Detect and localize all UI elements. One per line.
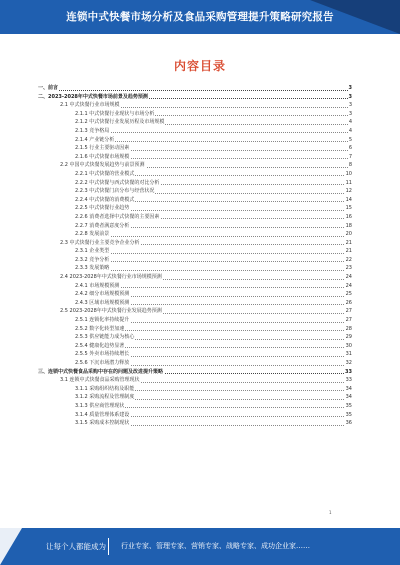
toc-entry[interactable] <box>38 307 352 316</box>
toc-entry[interactable] <box>38 136 352 145</box>
toc-entry[interactable] <box>38 290 352 299</box>
toc-entry[interactable] <box>38 393 352 402</box>
toc-entry-title: 3.1.1 采购组织结构及职能 <box>75 385 135 392</box>
toc-entry-title: 2.1.3 竞争格局 <box>75 127 110 134</box>
page-number: 1 <box>329 510 332 515</box>
toc-entry-title: 2.2.3 中式快餐门店分布与经营状况 <box>75 188 155 195</box>
toc-entry-title: 2.4.2 细分市场规模预测 <box>75 291 130 298</box>
toc-entry[interactable] <box>38 170 352 179</box>
toc-entry[interactable] <box>38 161 352 170</box>
toc-entry[interactable] <box>38 179 352 188</box>
toc-entry[interactable] <box>38 368 352 377</box>
toc-entry[interactable] <box>38 230 352 239</box>
toc-entry-page: 28 <box>345 325 352 332</box>
toc-entry-title: 2.1.2 中式快餐行业发展历程及市场规模 <box>75 119 165 126</box>
toc-entry-page: 20 <box>345 231 352 238</box>
toc-entry[interactable] <box>38 153 352 162</box>
toc-entry-title: 2.5.6 下沉市场潜力释放 <box>75 360 130 366</box>
toc-entry-title: 2.2 中国中式快餐发展趋势与前景预测 <box>60 162 145 169</box>
toc-entry-title: 2.5.4 健康化趋势显著 <box>75 342 125 349</box>
toc-entry[interactable] <box>38 118 352 127</box>
toc-entry-title: 2.2.1 中式快餐的营业模式 <box>75 170 135 177</box>
toc-entry[interactable] <box>38 359 352 368</box>
toc-entry-page: 27 <box>345 317 352 324</box>
toc-entry-page: 34 <box>345 394 352 401</box>
toc-entry-page: 14 <box>345 196 352 203</box>
toc-entry-title: 3.1.3 供应商管理现状 <box>75 402 125 409</box>
toc-entry[interactable] <box>38 282 352 291</box>
toc-leader-dots <box>75 261 352 262</box>
toc-entry[interactable] <box>38 187 352 196</box>
toc-entry-page: 16 <box>345 213 352 220</box>
toc-entry-title: 2.4.3 区域市场规模预测 <box>75 299 130 306</box>
toc-entry[interactable] <box>38 256 352 265</box>
toc-entry[interactable] <box>38 342 352 351</box>
toc-entry-title: 2.3.1 企业类型 <box>75 248 110 255</box>
footer-tagline: 行业专家、管理专家、营销专家、战略专家、成功企业家…… <box>121 542 310 550</box>
toc-entry-title: 2.2.4 中式快餐的消费模式 <box>75 196 135 203</box>
toc-entry-title: 2.1.1 中式快餐行业现状与市场分析 <box>75 110 155 117</box>
toc-entry[interactable] <box>38 376 352 385</box>
toc-leader-dots <box>75 253 352 254</box>
toc-entry-title: 2.3.2 竞争分析 <box>75 256 110 263</box>
toc-entry-title: 二、2023-2028年中式快餐市场前景及趋势预测 <box>38 93 148 100</box>
toc-entry[interactable] <box>38 273 352 282</box>
toc-entry[interactable] <box>38 110 352 119</box>
toc-entry-title: 2.5.2 数字化转型加速 <box>75 325 125 332</box>
toc-entry-title: 一、前言 <box>38 85 59 91</box>
toc-entry-page: 23 <box>345 265 352 272</box>
toc-entry-page: 10 <box>345 170 352 177</box>
toc-entry-page: 5 <box>348 136 352 143</box>
toc-entry-title: 3.1 连锁中式快餐食品采购管理现状 <box>60 377 140 384</box>
toc-leader-dots <box>75 236 352 237</box>
toc-entry[interactable] <box>38 333 352 342</box>
toc-entry-page: 30 <box>345 342 352 349</box>
toc-entry[interactable] <box>38 239 352 248</box>
toc-entry-title: 2.2.8 发展前景 <box>75 231 110 238</box>
toc-entry-title: 2.1.6 中式快餐市场规模 <box>75 153 130 160</box>
toc-entry[interactable] <box>38 385 352 394</box>
toc-entry-page: 32 <box>345 360 352 366</box>
toc-entry-title: 2.1 中式快餐行业市场规模 <box>60 102 120 109</box>
toc-entry-page: 18 <box>345 222 352 229</box>
footer-divider <box>108 538 109 555</box>
toc-entry-page: 21 <box>345 239 352 246</box>
toc-entry-title: 2.5.5 外卖市场持续增长 <box>75 351 130 358</box>
toc-entry-title: 2.2.2 中式快餐与西式快餐的对比分析 <box>75 179 160 186</box>
toc-entry[interactable] <box>38 247 352 256</box>
toc-entry-title: 2.3.3 发展策略 <box>75 265 110 272</box>
toc-entry-page: 24 <box>345 274 352 281</box>
toc-entry-page: 27 <box>345 308 352 315</box>
toc-entry-title: 3.1.5 采购成本控制现状 <box>75 420 130 427</box>
toc-entry-page: 8 <box>348 162 352 169</box>
toc-entry[interactable] <box>38 204 352 213</box>
toc-entry[interactable] <box>38 316 352 325</box>
toc-entry-page: 33 <box>345 368 352 375</box>
toc-entry-title: 2.2.6 消费者选择中式快餐的主要因素 <box>75 213 160 220</box>
toc-entry-page: 22 <box>345 256 352 263</box>
toc-entry-page: 24 <box>345 282 352 289</box>
toc-entry-title: 3.1.2 采购流程及管理制度 <box>75 394 135 401</box>
toc-entry[interactable] <box>38 196 352 205</box>
toc-entry-title: 2.2.5 中式快餐行业趋势 <box>75 205 130 212</box>
toc-entry-page: 7 <box>348 153 352 160</box>
toc-entry-page: 31 <box>345 351 352 358</box>
toc-leader-dots <box>75 270 352 271</box>
toc-entry-title: 2.5.1 连锁化率持续提升 <box>75 317 130 324</box>
toc-title: 内容目录 <box>173 59 226 73</box>
toc-entry-page: 12 <box>345 188 352 195</box>
toc-entry-page: 4 <box>348 127 352 134</box>
toc-entry-title: 2.1.5 行业主要驱动因素 <box>75 145 130 152</box>
toc-entry-page: 3 <box>348 85 352 91</box>
toc-entry-title: 2.4 2023-2028年中式快餐行业市场规模预测 <box>60 274 162 281</box>
toc-entry[interactable] <box>38 101 352 110</box>
toc-entry-page: 3 <box>348 93 352 100</box>
toc-entry-page: 6 <box>348 145 352 152</box>
toc-entry-title: 2.3 中式快餐行业主要竞争企业分析 <box>60 239 140 246</box>
toc-entry-page: 36 <box>345 420 352 427</box>
footer-slogan: 让每个人都能成为 <box>46 542 106 551</box>
toc-entry-title: 2.4.1 市场规模预测 <box>75 282 120 289</box>
toc-entry-page: 15 <box>345 205 352 212</box>
toc-entry[interactable] <box>38 402 352 411</box>
toc-entry[interactable] <box>38 144 352 153</box>
toc-entry-title: 2.5 2023-2028年中式快餐行业发展趋势预测 <box>60 308 162 315</box>
toc-entry-page: 3 <box>348 110 352 117</box>
toc-entry-page: 34 <box>345 385 352 392</box>
toc-leader-dots <box>75 141 352 142</box>
toc-entry-page: 3 <box>348 102 352 109</box>
toc-entry-page: 29 <box>345 334 352 341</box>
table-of-contents <box>38 84 352 428</box>
report-title: 连锁中式快餐市场分析及食品采购管理提升策略研究报告 <box>66 11 334 23</box>
toc-entry-page: 4 <box>348 119 352 126</box>
toc-entry-title: 2.5.3 供应链能力成为核心 <box>75 334 135 341</box>
footer-accent-shape <box>0 528 22 565</box>
toc-entry[interactable] <box>38 264 352 273</box>
toc-entry[interactable] <box>38 419 352 428</box>
toc-entry-page: 35 <box>345 402 352 409</box>
toc-entry-page: 25 <box>345 291 352 298</box>
toc-entry-page: 21 <box>345 248 352 255</box>
toc-entry-title: 2.1.4 产业链分析 <box>75 136 115 143</box>
toc-entry-page: 33 <box>345 377 352 384</box>
toc-leader-dots <box>38 90 352 91</box>
toc-entry[interactable] <box>38 350 352 359</box>
toc-entry[interactable] <box>38 213 352 222</box>
toc-entry-title: 3.1.4 质量管理体系建设 <box>75 411 130 418</box>
toc-leader-dots <box>75 132 352 133</box>
toc-entry[interactable] <box>38 84 352 93</box>
toc-entry[interactable] <box>38 299 352 308</box>
toc-entry-page: 35 <box>345 411 352 418</box>
toc-entry[interactable] <box>38 93 352 102</box>
toc-entry-title: 2.2.7 消费者满意度分析 <box>75 222 130 229</box>
toc-entry-page: 11 <box>345 179 352 186</box>
toc-entry-page: 26 <box>345 299 352 306</box>
toc-entry[interactable] <box>38 411 352 420</box>
toc-entry[interactable] <box>38 127 352 136</box>
toc-entry-title: 三、连锁中式快餐食品采购中存在的问题及改进提升策略 <box>38 368 164 375</box>
toc-entry[interactable] <box>38 222 352 231</box>
toc-entry[interactable] <box>38 325 352 334</box>
